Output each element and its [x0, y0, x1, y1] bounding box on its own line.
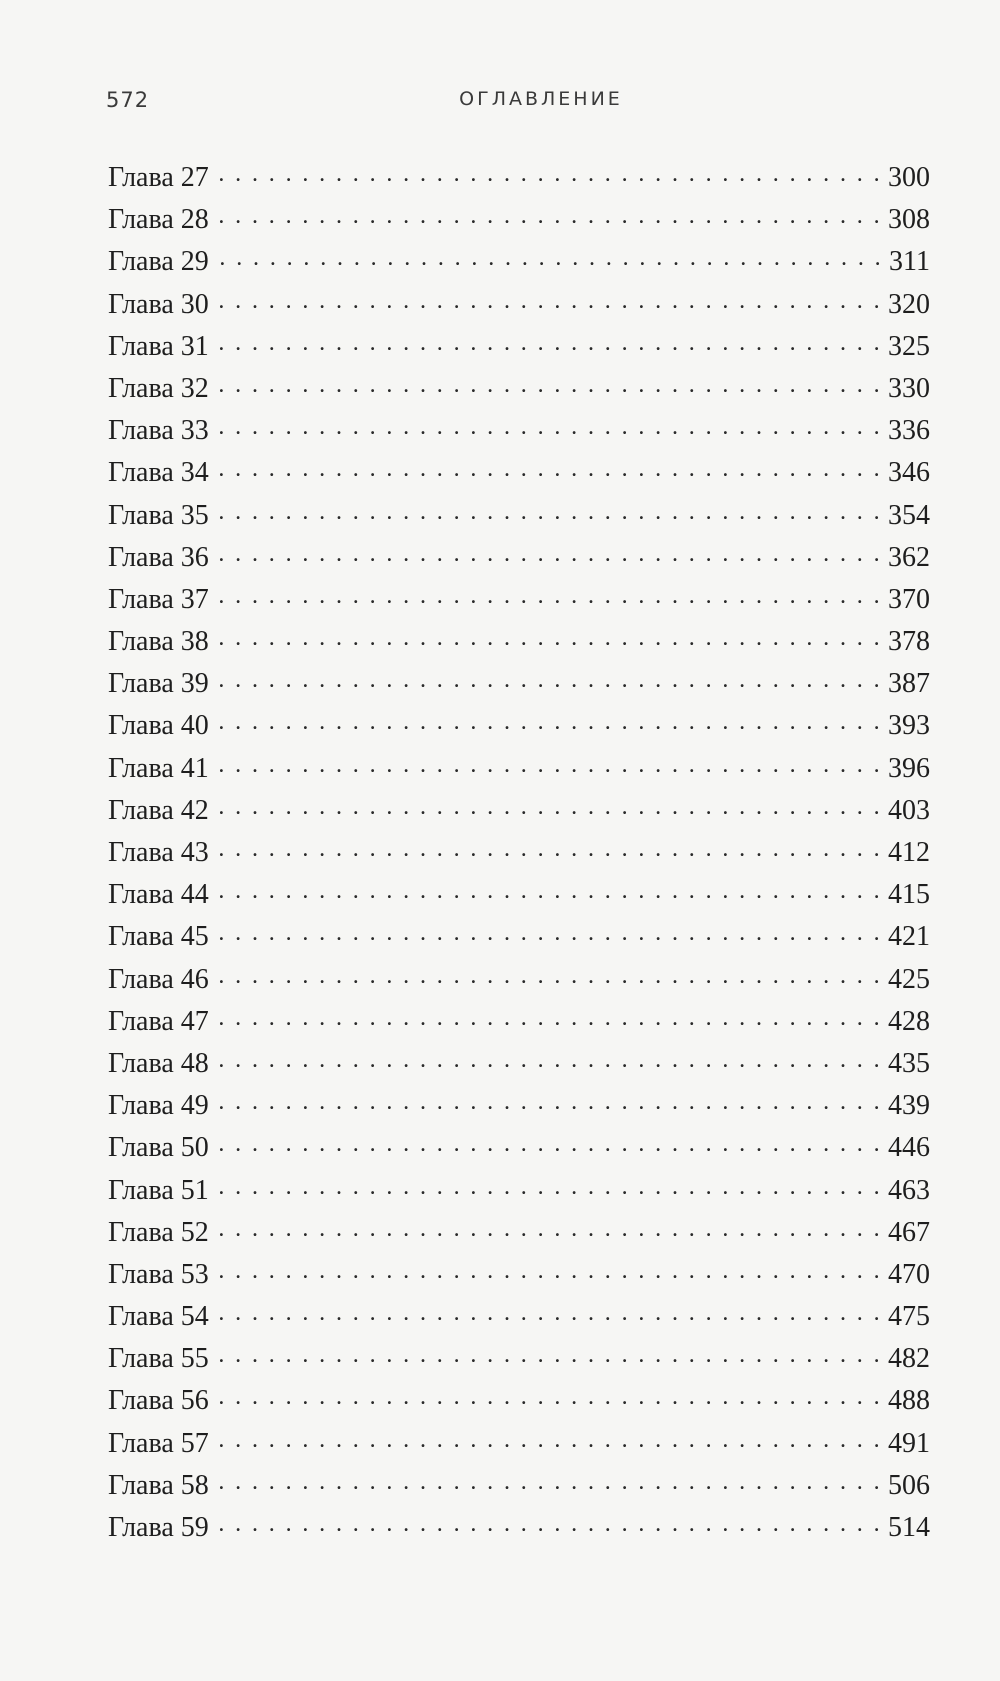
- toc-entry: [108, 1297, 930, 1339]
- toc-entry-page-number: 393: [888, 710, 930, 742]
- dot-leader: [219, 1171, 882, 1199]
- toc-entry-page-number: 415: [888, 879, 930, 911]
- toc-entry-label: Глава 37: [108, 583, 209, 615]
- dot-leader: [219, 1339, 882, 1367]
- toc-entry-page-number: 463: [888, 1174, 930, 1206]
- toc-entry: [108, 1508, 930, 1550]
- toc-entry-label: Глава 30: [108, 288, 209, 320]
- toc-entry-label: Глава 51: [108, 1174, 209, 1206]
- running-head: [106, 88, 936, 128]
- toc-entry-page-number: 362: [888, 541, 930, 573]
- section-title: ОГЛАВЛЕНИЕ: [459, 88, 623, 110]
- toc-entry: [108, 1002, 930, 1044]
- toc-entry: [108, 917, 930, 959]
- toc-entry-page-number: 378: [888, 626, 930, 658]
- toc-entry-page-number: 403: [888, 794, 930, 826]
- toc-entry-page-number: 514: [888, 1512, 930, 1543]
- dot-leader: [219, 706, 882, 734]
- toc-entry-page-number: 320: [888, 288, 930, 320]
- toc-entry-label: Глава 44: [108, 879, 209, 911]
- toc-entry: [108, 580, 930, 622]
- toc-entry-page-number: 439: [888, 1090, 930, 1122]
- toc-entry-page-number: 428: [888, 1005, 930, 1037]
- toc-entry-page-number: 425: [888, 963, 930, 995]
- dot-leader: [219, 1297, 882, 1325]
- toc-entry-label: Глава 35: [108, 499, 209, 531]
- toc-entry-label: Глава 58: [108, 1469, 209, 1501]
- toc-entry: [108, 1044, 930, 1086]
- dot-leader: [219, 1002, 882, 1030]
- dot-leader: [219, 1424, 882, 1452]
- toc-entry-label: Глава 49: [108, 1090, 209, 1122]
- toc-entry: [108, 833, 930, 875]
- dot-leader: [219, 664, 882, 692]
- toc-entry: [108, 158, 930, 200]
- toc-entry: [108, 1424, 930, 1466]
- dot-leader: [219, 411, 882, 439]
- dot-leader: [219, 453, 882, 481]
- toc-entry-label: Глава 34: [108, 457, 209, 489]
- dot-leader: [219, 200, 882, 228]
- dot-leader: [219, 285, 882, 313]
- dot-leader: [219, 917, 882, 945]
- dot-leader: [219, 1213, 882, 1241]
- toc-entry-label: Глава 47: [108, 1005, 209, 1037]
- dot-leader: [219, 496, 882, 524]
- toc-entry: [108, 327, 930, 369]
- dot-leader: [219, 158, 882, 186]
- table-of-contents: [108, 158, 930, 1550]
- toc-entry-label: Глава 31: [108, 330, 209, 362]
- toc-entry-page-number: 325: [888, 330, 930, 362]
- toc-entry-page-number: 491: [888, 1427, 930, 1459]
- toc-entry-page-number: 396: [888, 752, 930, 784]
- toc-entry-label: Глава 50: [108, 1132, 209, 1164]
- toc-entry-label: Глава 55: [108, 1343, 209, 1375]
- toc-entry-page-number: 370: [888, 583, 930, 615]
- toc-entry-page-number: 506: [888, 1469, 930, 1501]
- page-number: 572: [106, 88, 150, 112]
- toc-entry: [108, 749, 930, 791]
- dot-leader: [219, 538, 882, 566]
- toc-entry-page-number: 435: [888, 1047, 930, 1079]
- toc-entry-page-number: 470: [888, 1258, 930, 1290]
- toc-entry-page-number: 336: [888, 415, 930, 447]
- toc-entry: [108, 664, 930, 706]
- toc-entry-label: Глава 28: [108, 204, 209, 236]
- toc-entry: [108, 1466, 930, 1508]
- toc-entry-label: Глава 45: [108, 921, 209, 953]
- dot-leader: [219, 242, 883, 270]
- toc-entry-label: Глава 29: [108, 246, 209, 278]
- toc-entry: [108, 1339, 930, 1381]
- toc-entry-label: Глава 38: [108, 626, 209, 658]
- toc-entry: [108, 538, 930, 580]
- toc-entry-page-number: 308: [888, 204, 930, 236]
- toc-entry-page-number: 346: [888, 457, 930, 489]
- toc-entry-label: Глава 33: [108, 415, 209, 447]
- toc-entry-label: Глава 59: [108, 1512, 209, 1543]
- dot-leader: [219, 622, 882, 650]
- toc-entry: [108, 1255, 930, 1297]
- toc-entry: [108, 622, 930, 664]
- dot-leader: [219, 1128, 882, 1156]
- dot-leader: [219, 1466, 882, 1494]
- dot-leader: [219, 791, 882, 819]
- dot-leader: [219, 1381, 882, 1409]
- dot-leader: [219, 369, 882, 397]
- toc-entry-label: Глава 39: [108, 668, 209, 700]
- dot-leader: [219, 1508, 882, 1536]
- toc-entry-label: Глава 46: [108, 963, 209, 995]
- toc-entry: [108, 369, 930, 411]
- toc-entry-label: Глава 48: [108, 1047, 209, 1079]
- toc-entry: [108, 706, 930, 748]
- toc-entry-label: Глава 27: [108, 162, 209, 193]
- toc-entry-page-number: 482: [888, 1343, 930, 1375]
- toc-entry-page-number: 311: [889, 246, 930, 278]
- toc-entry-page-number: 475: [888, 1301, 930, 1333]
- toc-entry-page-number: 446: [888, 1132, 930, 1164]
- toc-entry-label: Глава 36: [108, 541, 209, 573]
- toc-entry: [108, 791, 930, 833]
- toc-entry-label: Глава 40: [108, 710, 209, 742]
- toc-entry-label: Глава 54: [108, 1301, 209, 1333]
- toc-entry-page-number: 330: [888, 372, 930, 404]
- toc-entry: [108, 1213, 930, 1255]
- toc-entry: [108, 1086, 930, 1128]
- toc-entry: [108, 1171, 930, 1213]
- dot-leader: [219, 1255, 882, 1283]
- dot-leader: [219, 875, 882, 903]
- toc-entry-label: Глава 57: [108, 1427, 209, 1459]
- toc-entry-label: Глава 43: [108, 837, 209, 868]
- toc-entry: [108, 1128, 930, 1170]
- toc-entry-label: Глава 56: [108, 1385, 209, 1417]
- toc-entry-label: Глава 41: [108, 752, 209, 784]
- toc-entry: [108, 960, 930, 1002]
- toc-entry: [108, 411, 930, 453]
- toc-entry: [108, 285, 930, 327]
- toc-entry-page-number: 300: [888, 162, 930, 193]
- toc-entry-page-number: 412: [888, 837, 930, 868]
- dot-leader: [219, 1044, 882, 1072]
- dot-leader: [219, 749, 882, 777]
- toc-entry-page-number: 354: [888, 499, 930, 531]
- toc-entry: [108, 200, 930, 242]
- toc-entry-page-number: 488: [888, 1385, 930, 1417]
- toc-entry-page-number: 387: [888, 668, 930, 700]
- toc-entry-page-number: 467: [888, 1216, 930, 1248]
- toc-entry-label: Глава 42: [108, 794, 209, 826]
- toc-entry-label: Глава 53: [108, 1258, 209, 1290]
- dot-leader: [219, 960, 882, 988]
- dot-leader: [219, 580, 882, 608]
- toc-entry: [108, 496, 930, 538]
- toc-entry: [108, 875, 930, 917]
- toc-entry: [108, 242, 930, 284]
- toc-entry-label: Глава 32: [108, 372, 209, 404]
- toc-entry-label: Глава 52: [108, 1216, 209, 1248]
- dot-leader: [219, 833, 882, 861]
- dot-leader: [219, 327, 882, 355]
- toc-entry-page-number: 421: [888, 921, 930, 953]
- dot-leader: [219, 1086, 882, 1114]
- toc-entry: [108, 1381, 930, 1423]
- toc-entry: [108, 453, 930, 495]
